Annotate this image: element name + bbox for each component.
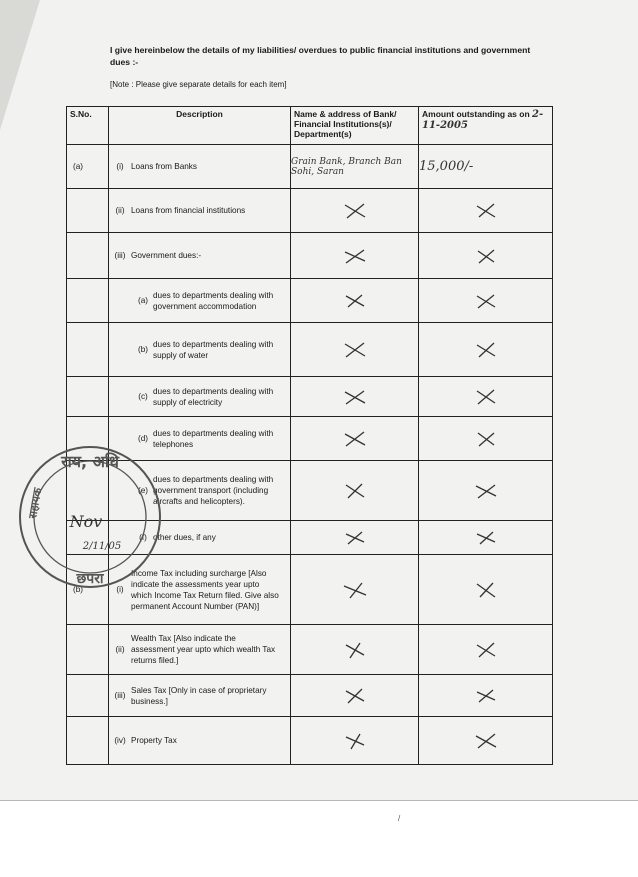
cross-mark — [419, 189, 553, 233]
cross-mark — [291, 279, 419, 323]
table-row — [67, 189, 553, 233]
row-desc: (iv) Property Tax — [109, 717, 291, 765]
row-desc: (iii) Government dues:- — [109, 233, 291, 279]
table-row — [67, 279, 553, 323]
cross-mark — [419, 521, 553, 555]
table-row — [67, 145, 553, 189]
stamp-bottom-text: छपरा — [76, 571, 104, 587]
row-desc: (c) dues to departments dealing with supply of electricity — [109, 377, 291, 417]
intro-paragraph: I give hereinbelow the details of my liabilities/ overdues to public financial institutions and government dues :- — [110, 45, 531, 67]
cross-mark — [291, 233, 419, 279]
cross-mark — [419, 279, 553, 323]
header-amount — [419, 107, 553, 145]
cross-mark — [291, 521, 419, 555]
table-row — [67, 675, 553, 717]
row-label-a: (a) — [67, 145, 109, 189]
cross-mark — [419, 717, 553, 765]
amount-handwritten: 15,000/- — [419, 145, 553, 189]
table-row — [67, 377, 553, 417]
row-desc: (b) dues to departments dealing with supply of water — [109, 323, 291, 377]
row-desc: (ii)Wealth Tax [Also indicate the assessment year upto which wealth Tax returns filed.] — [109, 625, 291, 675]
header-description: Description — [109, 107, 291, 145]
cross-mark — [291, 717, 419, 765]
folded-corner — [0, 0, 40, 130]
row-label-b: (b) — [67, 555, 109, 625]
row-desc: (i)Income Tax including surcharge [Also indicate the assessments year upto which Income Tax Return filed. Give also permanent Account Number (PAN)] — [109, 555, 291, 625]
header-name-address: Name & address of Bank/ Financial Institutions(s)/ Department(s) — [291, 107, 419, 145]
stamp-left-text: सहायक — [26, 486, 45, 520]
cross-mark — [291, 417, 419, 461]
cross-mark — [291, 461, 419, 521]
cross-mark — [419, 625, 553, 675]
cross-mark — [291, 323, 419, 377]
row-desc: (i) Loans from Banks — [109, 145, 291, 189]
stamp-signature: Nov — [69, 512, 103, 531]
cross-mark — [419, 323, 553, 377]
stamp-date: 2/11/05 — [82, 541, 122, 552]
row-desc: (ii) Loans from financial institutions — [109, 189, 291, 233]
table-row — [67, 323, 553, 377]
cross-mark — [419, 555, 553, 625]
cross-mark — [419, 461, 553, 521]
cross-mark — [419, 417, 553, 461]
liabilities-table — [66, 106, 553, 765]
cross-mark — [291, 625, 419, 675]
row-desc: (a) dues to departments dealing with government accommodation — [109, 279, 291, 323]
cross-mark — [291, 675, 419, 717]
margin-mark: / — [398, 814, 401, 823]
row-desc: (d) dues to departments dealing with telephones — [109, 417, 291, 461]
bank-name-handwritten: Grain Bank, Branch Ban Sohi, Saran — [291, 145, 419, 189]
cross-mark — [419, 233, 553, 279]
table-header-row — [67, 107, 553, 145]
cross-mark — [291, 555, 419, 625]
row-desc: (iii)Sales Tax [Only in case of proprietary business.] — [109, 675, 291, 717]
row-desc: (e) dues to departments dealing with government transport (including aircrafts and helicopters). — [109, 461, 291, 521]
row-desc: (f) other dues, if any — [109, 521, 291, 555]
header-amount-date: 2-11-2005 — [422, 109, 544, 131]
cross-mark — [419, 675, 553, 717]
official-stamp — [16, 437, 164, 597]
cross-mark — [419, 377, 553, 417]
note-text: [Note : Please give separate details for each item] — [110, 80, 287, 89]
table-row — [67, 625, 553, 675]
header-sno: S.No. — [67, 107, 109, 145]
table-row — [67, 233, 553, 279]
cross-mark — [291, 377, 419, 417]
header-amount-prefix: Amount outstanding as on — [422, 109, 530, 119]
cross-mark — [291, 189, 419, 233]
table-row — [67, 717, 553, 765]
stamp-top-text: राय, अधि — [61, 452, 119, 471]
